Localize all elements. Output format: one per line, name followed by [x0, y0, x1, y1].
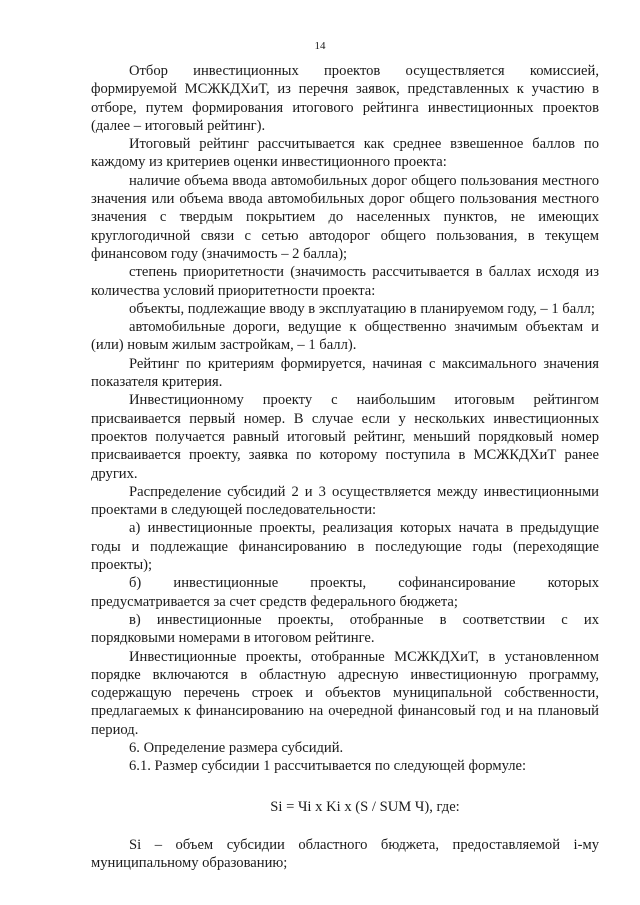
paragraph: Инвестиционному проекту с наибольшим итоговым рейтингом присваивается первый номер. В случае если у нескольких инвестиционных проектов получается равный итоговый рейтинг, меньший порядковый номер присваивается проекту, заявка по которому поступила в МСЖКДХиТ ранее других. [91, 392, 599, 482]
document-body [91, 62, 599, 872]
paragraph: автомобильные дороги, ведущие к общественно значимым объектам и (или) новым жилым застройкам, – 1 балл). [91, 319, 599, 354]
page-number: 14 [314, 40, 326, 52]
definition: Si – объем субсидии областного бюджета, предоставляемой i-му муниципальному образованию; [91, 836, 599, 872]
section-heading: 6. Определение размера субсидий. [129, 739, 344, 756]
paragraph: Рейтинг по критериям формируется, начиная с максимального значения показателя критерия. [91, 355, 599, 391]
paragraph: Распределение субсидий 2 и 3 осуществляется между инвестиционными проектами в следующей последовательности: [91, 483, 599, 519]
paragraph: степень приоритетности (значимость рассчитывается в баллах исходя из количества условий приоритетности проекта: [91, 264, 599, 299]
paragraph: б) инвестиционные проекты, софинансирование которых предусматривается за счет средств федерального бюджета; [91, 575, 599, 610]
paragraph: 6.1. Размер субсидии 1 рассчитывается по следующей формуле: [129, 758, 527, 775]
paragraph: наличие объема ввода автомобильных дорог общего пользования местного значения или объема ввода автомобильных дорог общего пользования местного значения с твердым покрытием до населенных пунктов, не имеющих круглогодичной связи с сетью автодорог общего пользования, в текущем финансовом году (значимость – 2 балла); [91, 172, 599, 262]
paragraph: в) инвестиционные проекты, отобранные в соответствии с их порядковыми номерами в итоговом рейтинге. [91, 611, 599, 647]
formula: Si = Чi x Ki x (S / SUM Ч), где: [270, 798, 460, 815]
paragraph: а) инвестиционные проекты, реализация которых начата в предыдущие годы и подлежащие финансированию в последующие годы (переходящие проекты); [91, 520, 599, 574]
paragraph: Итоговый рейтинг рассчитывается как среднее взвешенное баллов по каждому из критериев оценки инвестиционного проекта: [91, 136, 599, 171]
paragraph: объекты, подлежащие вводу в эксплуатацию в планируемом году, – 1 балл; [129, 300, 595, 317]
paragraph: Отбор инвестиционных проектов осуществляется комиссией, формируемой МСЖКДХиТ, из перечня заявок, представленных к участию в отборе, путем формирования итогового рейтинга инвестиционных проектов (далее – итоговый рейтинг). [91, 63, 599, 134]
paragraph: Инвестиционные проекты, отобранные МСЖКДХиТ, в установленном порядке включаются в областную адресную инвестиционную программу, содержащую перечень строек и объектов муниципальной собственности, предлагаемых к финансированию на очередной финансовый год и на плановый период. [91, 648, 599, 738]
